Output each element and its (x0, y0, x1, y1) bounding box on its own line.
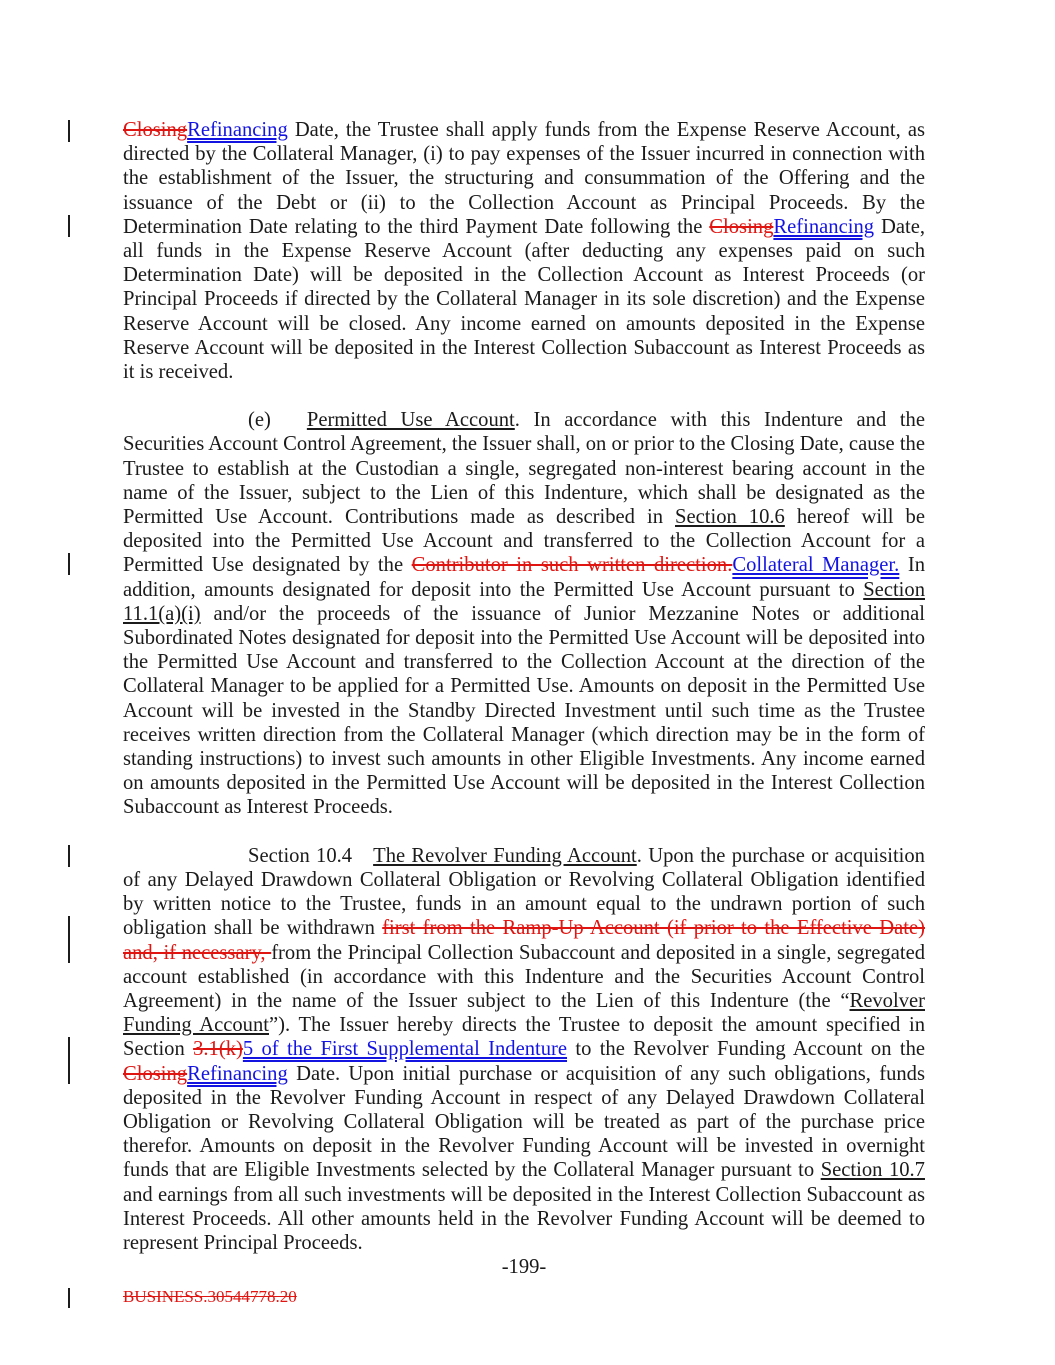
inserted-text: Collateral Manager. (732, 554, 900, 577)
body-text: Date, the Trustee shall apply funds from the Expense Reserve Account, as directed by the Collateral Manager, (i) to pay expenses of the Issuer incurred in connection with the establishment of the Issuer, the structuring and consummation of the Offering and the issuance of the Debt or (ii) to the Collection Account as Principal Proceeds. By the Determination Date relating to the third Payment Date following the (123, 119, 925, 238)
body-text: and earnings from all such investments will be deposited in the Interest Collection Subaccount as Interest Proceeds. All other amounts held in the Revolver Funding Account will be deemed to represent Principal Proceeds. (123, 1183, 925, 1254)
para-expense-reserve-account (123, 118, 925, 384)
inserted-text: Refinancing (187, 1062, 288, 1085)
body-text: Section 10.4 (248, 844, 353, 867)
body-text: from the Principal Collection Subaccount and deposited in a single, segregated account established (in accordance with this Indenture and the Securities Account Control Agreement) in the name of the Issuer subject to the Lien of this Indenture (the “ (123, 941, 926, 1012)
underlined-term: Section 10.6 (675, 506, 785, 529)
body-text: ”). The Issuer hereby directs the Trustee to deposit the amount specified in Section (123, 1014, 925, 1061)
change-bar (68, 1288, 70, 1308)
change-bar (68, 845, 70, 867)
body-text: to the Revolver Funding Account on the (567, 1038, 926, 1061)
body-text: (e) (248, 409, 271, 432)
change-bar (68, 120, 70, 142)
document-id-stamp: BUSINESS.30544778.20 (123, 1287, 297, 1306)
inserted-text: Refinancing (773, 215, 875, 238)
body-text: Date, all funds in the Expense Reserve Account (after deducting any expenses paid on such Determination Date) will be deposited in the Collection Account as Interest Proceeds (or Principal Proceeds if directed by the Collateral Manager in its sole discretion) and the Expense Reserve Account will be closed. Any income earned on amounts deposited in the Expense Reserve Account will be deposited in the Interest Collection Subaccount as Interest Proceeds as it is received. (123, 215, 926, 384)
underlined-term: Section 10.7 (820, 1159, 925, 1182)
deleted-text: Closing (123, 1062, 188, 1085)
body-text: and/or the proceeds of the issuance of Junior Mezzanine Notes or additional Subordinated Notes designated for deposit into the Permitted Use Account will be deposited into the Permitted Use Account and transferred to the Collection Account at the direction of the Collateral Manager to be applied for a Permitted Use. Amounts on deposit in the Permitted Use Account will be invested in the Standby Directed Investment until such time as the Trustee receives written direction from the Collateral Manager (which direction may be in the form of standing instructions) to invest such amounts in other Eligible Investments. Any income earned on amounts deposited in the Permitted Use Account will be deposited in the Interest Collection Subaccount as Interest Proceeds. (123, 602, 925, 819)
deleted-text: Closing (123, 119, 188, 141)
change-bar (68, 916, 70, 963)
body-text: hereof will be deposited into the Permitted Use Account and transferred to the Collection Account for a Permitted Use designated by the (123, 506, 925, 577)
para-revolver-funding-account (123, 844, 925, 1255)
deleted-text: first from the Ramp-Up Account (if prior to the Effective Date) and, if necessary, (123, 917, 925, 964)
inserted-text: Refinancing (187, 119, 288, 141)
deleted-text: Contributor in such written direction. (411, 554, 733, 577)
deleted-text: Closing (709, 215, 774, 238)
underlined-term: The Revolver Funding Account (373, 844, 637, 867)
underlined-term: Section 11.1(a)(i) (123, 578, 925, 625)
body-text: Date. Upon initial purchase or acquisition of any such obligations, funds deposited in the Revolver Funding Account in respect of any Delayed Drawdown Collateral Obligation or Revolving Collateral Obligation will be treated as part of the purchase price therefor. Amounts on deposit in the Revolver Funding Account will be invested in overnight funds that are Eligible Investments selected by the Collateral Manager pursuant to (123, 1062, 925, 1182)
inserted-text: 5 of the First Supplemental Indenture (242, 1038, 568, 1061)
page-number: -199- (501, 1256, 547, 1278)
deleted-text: 3.1(k) (193, 1038, 243, 1061)
body-text: . Upon the purchase or acquisition of any Delayed Drawdown Collateral Obligation or Revolving Collateral Obligation identified by written notice to the Trustee, funds in an amount equal to the undrawn portion of such obligation shall be withdrawn (123, 844, 925, 940)
underlined-term: Permitted Use Account (306, 409, 515, 432)
para-permitted-use-account (123, 408, 925, 819)
body-text: In addition, amounts designated for deposit into the Permitted Use Account pursuant to (123, 554, 925, 601)
change-bar (68, 215, 70, 237)
page-body (123, 118, 925, 1279)
body-text: . In accordance with this Indenture and the Securities Account Control Agreement, the Issuer shall, on or prior to the Closing Date, cause the Trustee to establish at the Custodian a single, segregated non-interest bearing account in the name of the Issuer, subject to the Lien of this Indenture, which shall be designated as the Permitted Use Account. Contributions made as described in (123, 409, 925, 529)
underlined-term: Revolver Funding Account (123, 989, 925, 1037)
change-bar (68, 1037, 70, 1084)
change-bar (68, 553, 70, 575)
